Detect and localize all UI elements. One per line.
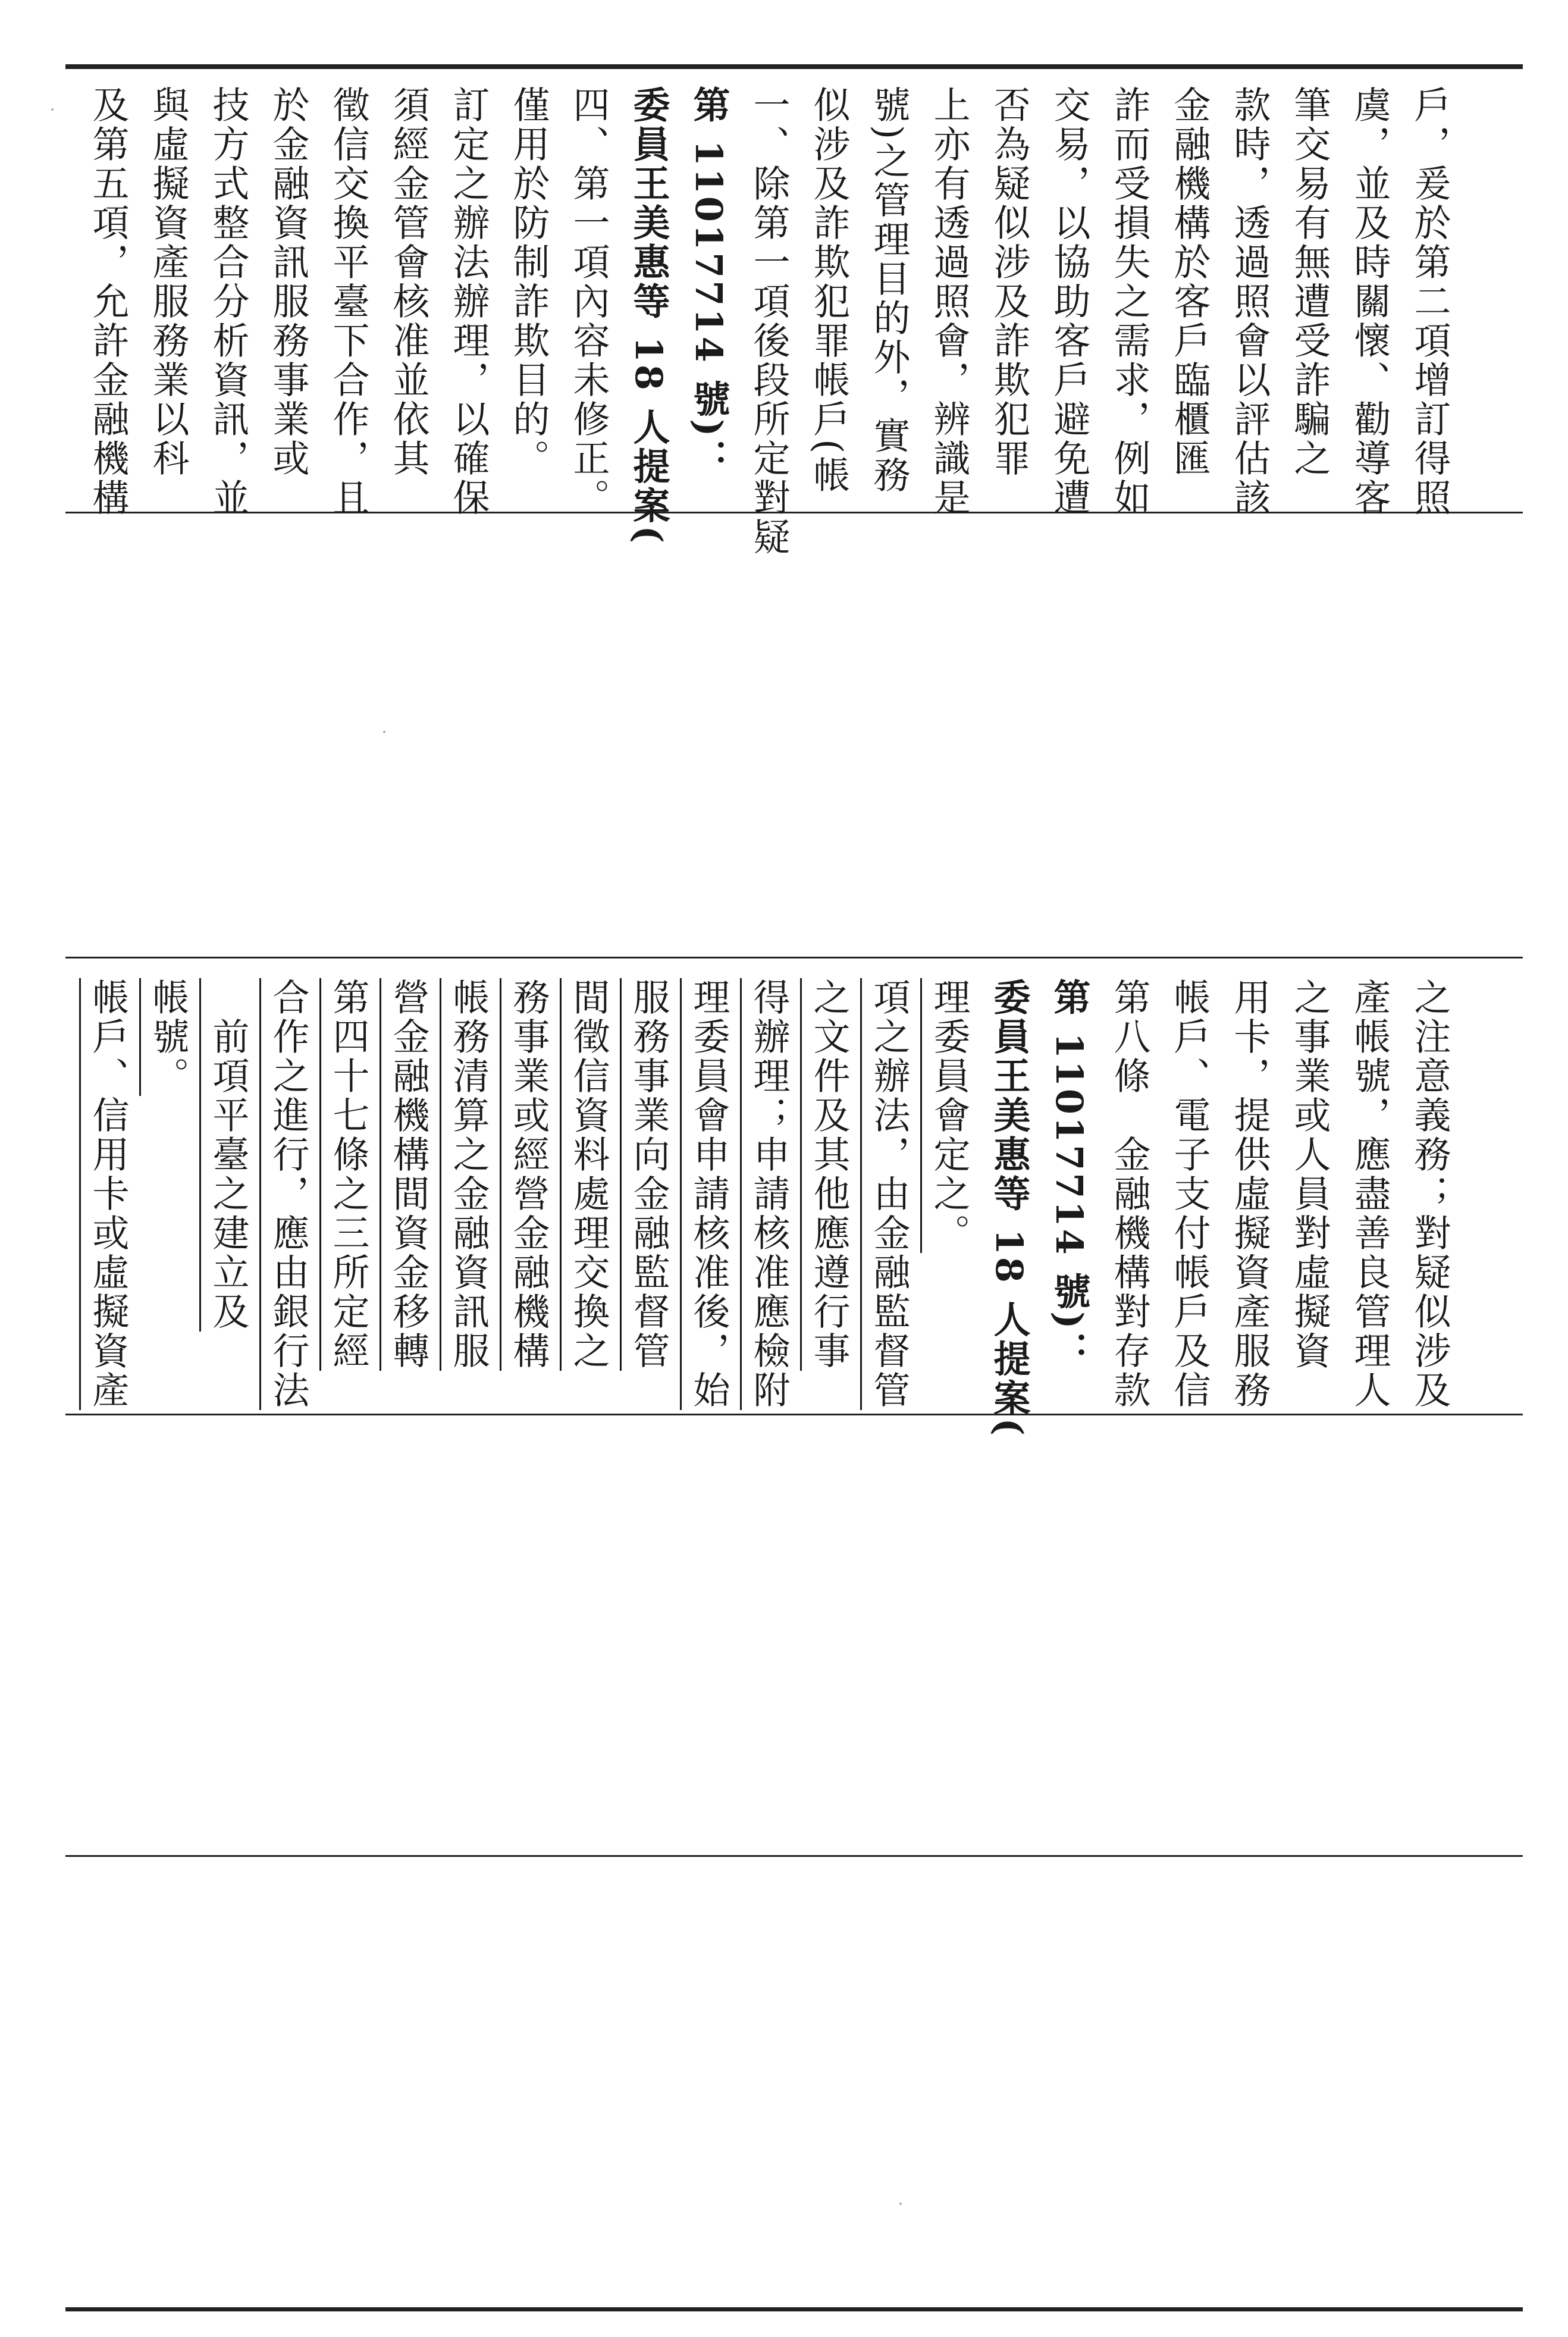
text-column: 之文件及其他應遵行事 xyxy=(807,978,851,1371)
text-column: 僅用於防制詐欺目的。 xyxy=(507,86,550,478)
text-column: 理委員會定之。 xyxy=(927,978,971,1253)
text-column: 帳戶、信用卡或虛擬資產 xyxy=(86,978,130,1410)
text-column: 務事業或經營金融機構 xyxy=(507,978,550,1371)
text-column: 第八條 金融機構對存款 xyxy=(1108,978,1151,1410)
text-column: 第 11017714 號)： xyxy=(1048,978,1091,1371)
text-column: 上亦有透過照會，辨識是 xyxy=(927,86,971,518)
text-column: 產帳號，應盡善良管理人 xyxy=(1348,978,1391,1410)
text-column: 須經金管會核准並依其 xyxy=(387,86,430,478)
text-column: 項之辦法，由金融監督管 xyxy=(867,978,911,1410)
middle-block-top-rule xyxy=(65,957,1523,958)
text-column: 款時，透過照會以評估該 xyxy=(1228,86,1271,518)
text-column: 帳號。 xyxy=(146,978,190,1096)
text-column: 之事業或人員對虛擬資 xyxy=(1288,978,1331,1371)
scan-speck xyxy=(899,2203,902,2205)
text-column: 訂定之辦法辦理，以確保 xyxy=(447,86,490,518)
text-column: 金融機構於客戶臨櫃匯 xyxy=(1168,86,1211,478)
text-column: 與虛擬資產服務業以科 xyxy=(146,86,190,478)
upper-block-bottom-rule xyxy=(65,512,1523,513)
text-column: 號)之管理目的外，實務 xyxy=(867,86,911,496)
text-column: 之注意義務；對疑似涉及 xyxy=(1408,978,1451,1410)
text-column: 前項平臺之建立及 xyxy=(206,978,250,1332)
text-column: 帳務清算之金融資訊服 xyxy=(447,978,490,1371)
text-column: 交易，以協助客戶避免遭 xyxy=(1048,86,1091,518)
text-column: 委員王美惠等 18 人提案( xyxy=(987,978,1031,1438)
text-column: 似涉及詐欺犯罪帳戶(帳 xyxy=(807,86,851,496)
text-column: 理委員會申請核准後，始 xyxy=(687,978,730,1410)
top-rule xyxy=(65,64,1523,69)
text-column: 否為疑似涉及詐欺犯罪 xyxy=(987,86,1031,478)
text-column: 委員王美惠等 18 人提案( xyxy=(627,86,670,546)
text-column: 一、除第一項後段所定對疑 xyxy=(747,86,791,557)
text-column: 營金融機構間資金移轉 xyxy=(387,978,430,1371)
scan-speck xyxy=(51,108,54,111)
text-column: 詐而受損失之需求，例如 xyxy=(1108,86,1151,518)
upper-text-block xyxy=(65,71,1523,557)
scan-speck xyxy=(383,731,385,733)
text-column: 第 11017714 號)： xyxy=(687,86,730,478)
lower-rule xyxy=(65,1855,1523,1857)
bottom-rule xyxy=(65,2307,1523,2311)
text-column: 於金融資訊服務事業或 xyxy=(266,86,310,478)
text-column: 技方式整合分析資訊，並 xyxy=(206,86,250,518)
text-column: 服務事業向金融監督管 xyxy=(627,978,670,1371)
text-column: 戶，爰於第二項增訂得照 xyxy=(1408,86,1451,518)
text-column: 間徵信資料處理交換之 xyxy=(567,978,610,1371)
text-column: 第四十七條之三所定經 xyxy=(327,978,370,1371)
middle-block-bottom-rule xyxy=(65,1414,1523,1415)
text-column: 及第五項，允許金融機構 xyxy=(86,86,130,518)
text-column: 合作之進行，應由銀行法 xyxy=(266,978,310,1410)
text-column: 四、第一項內容未修正。 xyxy=(567,86,610,518)
text-column: 用卡，提供虛擬資產服務 xyxy=(1228,978,1271,1410)
text-column: 帳戶、電子支付帳戶及信 xyxy=(1168,978,1211,1410)
text-column: 筆交易有無遭受詐騙之 xyxy=(1288,86,1331,478)
text-column: 徵信交換平臺下合作，且 xyxy=(327,86,370,518)
text-column: 得辦理；申請核准應檢附 xyxy=(747,978,791,1410)
middle-text-block xyxy=(65,964,1523,1438)
text-column: 虞，並及時關懷、勸導客 xyxy=(1348,86,1391,518)
